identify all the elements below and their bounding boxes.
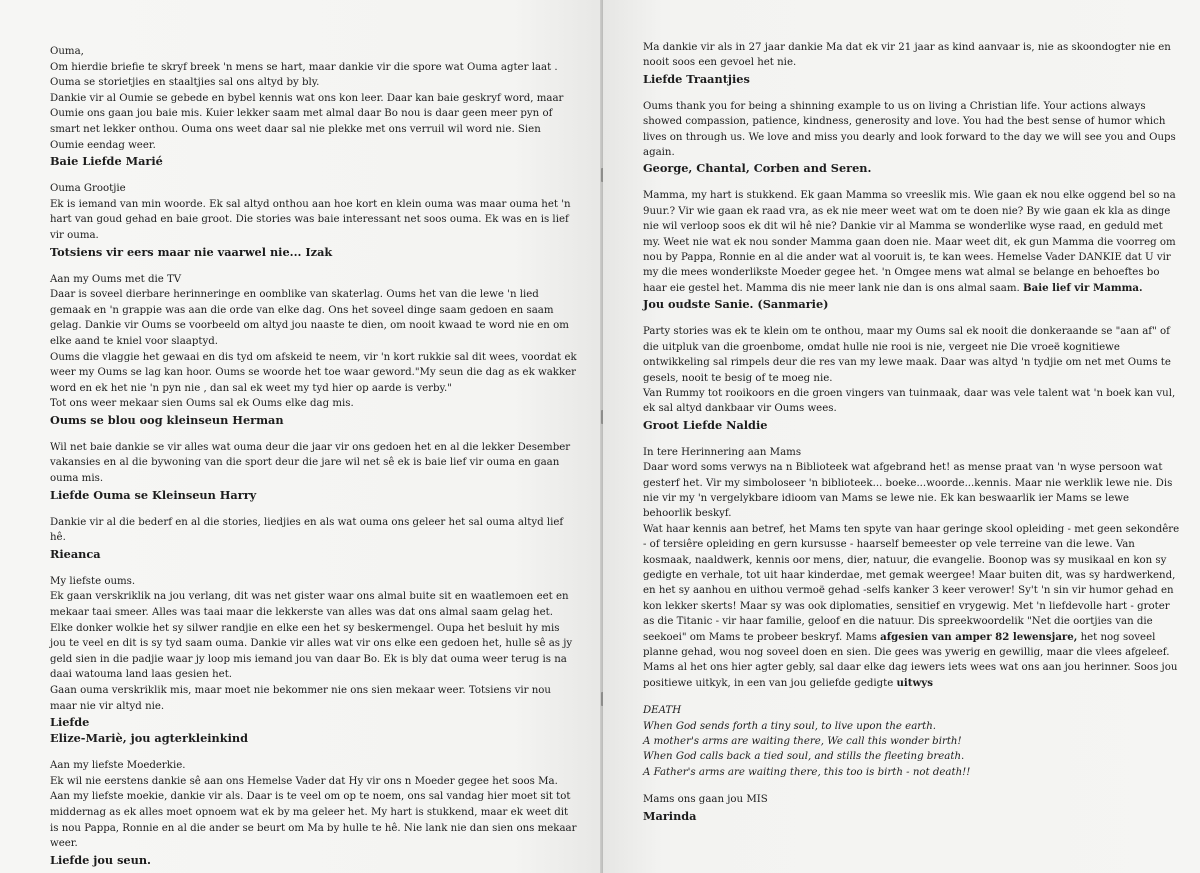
tribute-sanie xyxy=(643,188,1180,312)
closing xyxy=(643,792,1180,823)
tribute-marie xyxy=(50,44,577,169)
heading: Aan my liefste Moederkie. xyxy=(50,760,186,772)
text-span: Mamma, my hart is stukkend. Ek gaan Mamma so vreeslik mis. Wie gaan ek nou elke oggend bel so na 9uur.? Vir wie gaan ek raad vra, as ek nie meer weet wat om te doen nie? By wie gaan ek kla as dinge nie wil verloop soos ek dit wil hê nie? Dankie vir al Mamma se wonderlike wyse raad, en geduld met my. Weet nie wat ek nou sonder Mamma gaan doen nie. Maar weet dit, ek gun Mamma die voorreg om nou by Pappa, Ronnie en al die ander wat al vooruit is, te kan wees. Hemelse Vader DANKIE dat U vir my die mees wonderlikste Moeder gegee het. 'n Omgee mens wat almal se belange en behoeftes bo haar eie gestel het. Mamma dis nie meer lank nie dan is ons almal saam. xyxy=(643,190,1176,294)
bold-text: Baie lief vir Mamma. xyxy=(1022,281,1143,294)
tribute-naldie xyxy=(643,324,1180,432)
tribute-george xyxy=(643,99,1180,177)
right-page xyxy=(603,0,1200,873)
text-line: Gaan ouma verskriklik mis, maar moet nie bekommer nie ons sien mekaar weer. Totsiens vir nou maar nie vir altyd nie. xyxy=(50,685,551,712)
signature: Liefde xyxy=(50,715,90,730)
text-line: Van Rummy tot rooikoors en die groen vingers van tuinmaak, daar was vele talent wat 'n boek kan vul, ek sal altyd dankbaar vir Oums wees. xyxy=(643,387,1176,415)
text-line: Daar word soms verwys na n Biblioteek wat afgebrand het! as mense praat van 'n wyse persoon wat gesterf het. Vir my simboloseer 'n biblioteek... boeke...woorde...kennis. Maar nie werklik lewe nie. Dis nie vir my 'n vergelykbare idioom van Mams se lewe nie. Ek kan beswaarlik ier Mams se lewe behoorlik beskyf. xyxy=(643,462,1173,520)
text-span: Wat haar kennis aan betref, het Mams ten spyte van haar geringe skool opleiding - met geen sekondêre - of tersiêre opleiding en gern kursusse - haarself bemeester op vele terreine van die lewe. Van kosmaak, naaldwerk, kennis oor mens, dier, natuur, die evangelie. Boonop was sy musikaal en kon sy gedigte en verhale, tot uit haar kinderdae, met gemak weergee! Maar buiten dit, was sy hardwerkend, en het sy aanhou en uithou vermoë gehad -selfs kanker 3 keer verower! Sy't 'n sin vir humor gehad en kon lekker skerts! Maar sy was ook diplomaties, sensitief en vrygewig. Met 'n liefdevolle hart - groter as die Titanic - vir haar familie, geloof en die natuur. Dis spreekwoordelik "Net die oortjies van die seekoei" om Mams te probeer beskryf. Mams xyxy=(643,523,1180,643)
poem-line: When God calls back a tied soul, and stills the fleeting breath. xyxy=(643,751,965,763)
signature: Baie Liefde Marié xyxy=(50,154,163,169)
signature: Liefde Traantjies xyxy=(643,71,750,86)
signature: Liefde Ouma se Kleinseun Harry xyxy=(50,487,257,502)
signature: Marinda xyxy=(643,808,697,823)
text-line: Om hierdie briefie te skryf breek 'n mens se hart, maar dankie vir die spore wat Ouma agter laat . Ouma se storietjies en staaltjies sal ons altyd by bly. xyxy=(50,61,558,89)
text-line: Dankie vir al die bederf en al die stories, liedjies en als wat ouma ons geleer het sal ouma altyd lief hê. xyxy=(50,516,564,544)
text-line: Wil net baie dankie se vir alles wat ouma deur die jaar vir ons gedoen het en al die lekker Desember vakansies en al die bywoning van die sport deur die jare wil net sê ek is baie lief vir ouma en gaan ouma mis. xyxy=(50,441,571,485)
text-line: Tot ons weer mekaar sien Oums sal ek Oums elke dag mis. xyxy=(50,398,354,410)
signature: Oums se blou oog kleinseun Herman xyxy=(50,412,284,427)
heading: Ouma Grootjie xyxy=(50,183,126,195)
tribute-rieanca xyxy=(50,515,577,562)
signature: Jou oudste Sanie. (Sanmarie) xyxy=(643,297,829,312)
signature: Liefde jou seun. xyxy=(50,852,151,867)
text-line: Dankie vir al Oumie se gebede en bybel kennis wat ons kon leer. Daar kan baie geskryf word, maar Oumie ons gaan jou baie mis. Kuier lekker saam met almal daar Bo nou is daar geen meer pyn of smart net lekker onthou. Ouma ons weet daar sal nie plekke met ons verruil wil word nie. Sien Oumie eendag weer. xyxy=(50,92,564,151)
text-line xyxy=(643,522,1180,691)
poem-line: A Father's arms are waiting there, this too is birth - not death!! xyxy=(643,766,971,778)
signature: George, Chantal, Corben and Seren. xyxy=(643,161,872,176)
text-span: het nog soveel planne gehad, wou nog soveel doen en sien. Die gees was ywerig en gewillig, maar die vlees afgeleef. Mams al het ons hier agter gebly, sal daar elke dag iewers iets wees wat ons aan jou herinner. Soos jou positiewe uitkyk, in een van jou geliefde gedigte xyxy=(643,631,1178,689)
text-line: Mams ons gaan jou MIS xyxy=(643,794,768,806)
bold-text: afgesien van amper 82 lewensjare, xyxy=(880,630,1078,643)
tribute-son xyxy=(50,758,577,868)
poem-title: DEATH xyxy=(643,705,682,717)
signature: Elize-Mariè, jou agterkleinkind xyxy=(50,731,248,746)
tribute-harry xyxy=(50,440,577,503)
tribute-marinda xyxy=(643,445,1180,692)
poem-death xyxy=(643,703,1180,780)
signature: Groot Liefde Naldie xyxy=(643,417,768,432)
text-line: Daar is soveel dierbare herinneringe en oomblike van skaterlag. Oums het van die lewe 'n lied gemaak en 'n grappie was aan die orde van elke dag. Ons het soveel dinge saam gedoen en saam gelag. Dankie vir Oums se voorbeeld om altyd jou naaste te dien, om nooit kwaad te word nie en om elke aand te kniel voor slaaptyd. xyxy=(50,289,569,347)
tribute-izak xyxy=(50,181,577,259)
tribute-herman xyxy=(50,272,577,428)
signature: Totsiens vir eers maar nie vaarwel nie... Izak xyxy=(50,244,333,259)
text-line: Ek is iemand van min woorde. Ek sal altyd onthou aan hoe kort en klein ouma was maar ouma het 'n hart van goud gehad en baie groot. Die stories was baie interessant net soos ouma. Ek was en is lief vir ouma. xyxy=(50,198,571,241)
text-line: Ek wil nie eerstens dankie sê aan ons Hemelse Vader dat Hy vir ons n Moeder gegee het soos Ma. Aan my liefste moekie, dankie vir als. Daar is te veel om op te noem, ons sal vandag hier moet sit tot middernag as ek alles moet opnoem wat ek by ma geleer het. My hart is stukkend, maar ek weet dit is nou Pappa, Ronnie en al die ander se beurt om Ma by hulle te hê. Nie lank nie dan sien ons mekaar weer. xyxy=(50,775,577,850)
text-line: Ouma, xyxy=(50,46,84,57)
heading: My liefste oums. xyxy=(50,575,136,587)
text-line: Elke donker wolkie het sy silwer randjie en elke een het sy beskermengel. Oupa het besluit hy mis jou te veel en dit is sy tyd saam ouma. Dankie vir alles wat vir ons elke een gedoen het, hulle sê as jy geld sien in die padjie waar jy loop mis iemand jou van daar Bo. Ek is bly dat ouma weer terug is na daai watouma land laas gesien het. xyxy=(50,622,573,681)
tribute-traantjies xyxy=(643,40,1180,87)
text-line: Ek gaan verskriklik na jou verlang, dit was net gister waar ons almal buite sit en waatlemoen eet en mekaar taai smeer. Alles was taai maar die lekkerste van alles was dat ons almal saam gelag het. xyxy=(50,591,569,619)
text-line: Oums die vlaggie het gewaai en dis tyd om afskeid te neem, vir 'n kort rukkie sal dit wees, voordat ek weer my Oums se lag kan hoor. Oums se woorde het toe waar geword."My seun die dag as ek wakker word en ek het nie 'n pyn nie , dan sal ek weet my tyd hier op aarde is verby." xyxy=(50,351,577,394)
text-line: Ma dankie vir als in 27 jaar dankie Ma dat ek vir 21 jaar as kind aanvaar is, nie as skoondogter nie en nooit soos een gevoel het nie. xyxy=(643,42,1171,69)
signature: Rieanca xyxy=(50,546,101,561)
heading: In tere Herinnering aan Mams xyxy=(643,446,802,458)
text-line: Oums thank you for being a shinning example to us on living a Christian life. Your actions always showed compassion, patience, kindness, generosity and love. You had the best sense of humor which lives on through us. We love and miss you dearly and look forward to the day we will see you and Oups again. xyxy=(643,100,1176,159)
heading: Aan my Oums met die TV xyxy=(50,273,182,285)
poem-line: A mother's arms are waiting there, We call this wonder birth! xyxy=(643,736,962,748)
text-line xyxy=(643,188,1180,296)
text-line: Party stories was ek te klein om te onthou, maar my Oums sal ek nooit die donkeraande se "aan af" of die uitpluk van die groenbome, omdat hulle nie rooi is nie, vergeet nie Die vroeë kognitiewe ontwikkeling sal rimpels deur die res van my lewe maak. Daar was altyd 'n tydjie om net met Oums te gesels, nooit te besig of te moeg nie. xyxy=(643,326,1171,384)
poem-line: When God sends forth a tiny soul, to live upon the earth. xyxy=(643,720,937,732)
tribute-elize-marie xyxy=(50,574,577,746)
bold-text: uitwys xyxy=(896,676,933,689)
